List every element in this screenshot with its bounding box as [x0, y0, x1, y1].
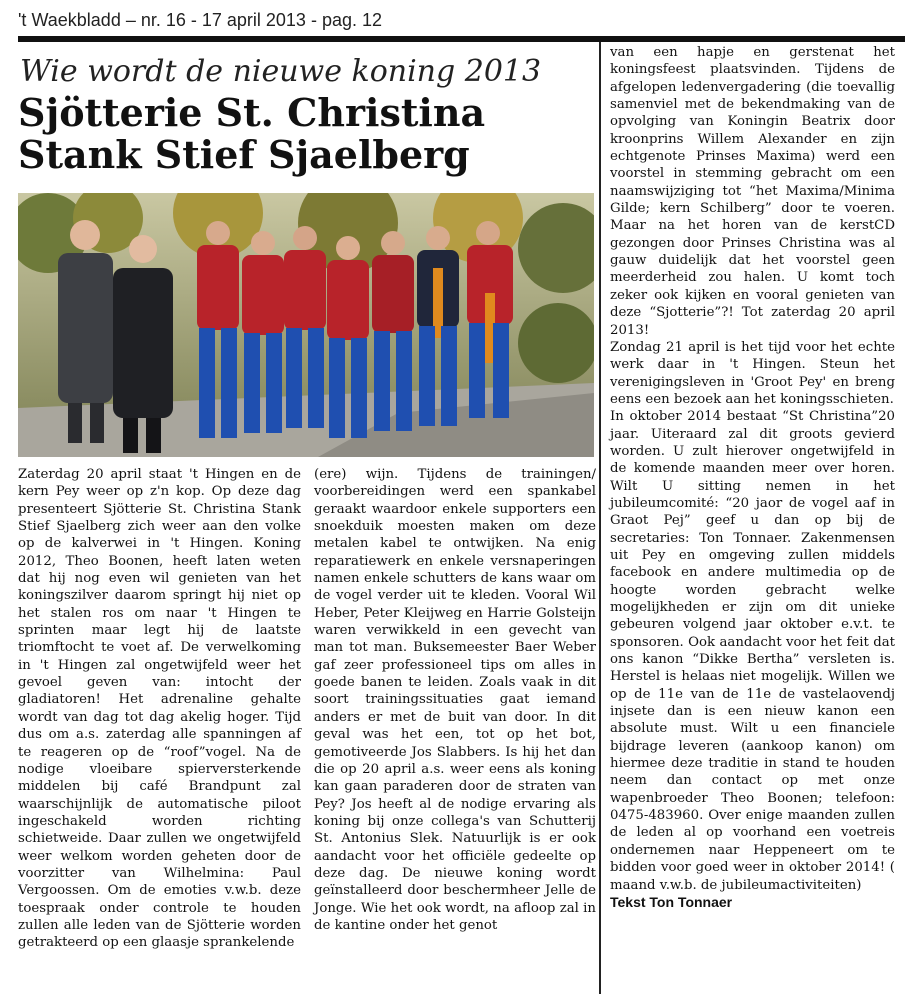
column-3-paragraph-2: Zondag 21 april is het tijd voor het echte werk daar in 't Hingen. Steun het verenigingsleven in 'Groot Pey' en breng eens een bezoek aan het koningsschieten.	[610, 339, 895, 407]
column-1-text: Zaterdag 20 april staat 't Hingen en de kern Pey weer op z'n kop. Op deze dag presenteert Sjötterie St. Christina Stank Stief Sjaelberg zich weer aan den volke op de kalverwei in 't Hingen. Koning 2012, Theo Boonen, heeft laten weten dat hij nog even wil genieten van het koningszilver daarom springt hij niet op het stalen ros om naar 't Hingen te sprinten maar legt hij de laatste triomftocht te voet af. De verwelkoming in 't Hingen zal ongetwijfeld weer het gevoel geven van: intocht der gladiatoren! Het adrenaline gehalte wordt van dag tot dag akelig hoger. Tijd dus om a.s. zaterdag alle spanningen af te reageren op de “roof”vogel. Na de nodige vloeibare spierversterkende middelen bij café Brandpunt zal waarschijnlijk de automatische piloot ingeschakeld worden richting schietweide. Daar zullen we ongetwijfeld weer welkom worden geheten door de voorzitter van Wilhelmina: Paul Vergoossen. Om de emoties v.w.b. deze toespraak onder controle te houden zullen alle leden van de Sjötterie worden getrakteerd op een glaasje sprankelende	[18, 467, 301, 951]
column-3-paragraph-1: van een hapje en gerstenat het koningsfeest plaatsvinden. Tijdens de afgelopen ledenvergadering (die toevallig samenviel met de bekendmaking van de opvolging van Koningin Beatrix door kroonprins Willem Alexander en zijn echtgenote Prinses Maxima) werd een voorstel in stemming gebracht om een naamswijziging tot “het Maxima/Minima Gilde; kern Schilberg” door te voeren. Maar na het horen van de kerstCD gezongen door Prinses Christina was al gauw duidelijk dat het voorstel geen meerderheid zou halen. U komt toch zeker ook kijken en vooral genieten van deze “Sjotterie”?! Tot zaterdag 20 april 2013!	[610, 45, 895, 338]
publication-header: 't Waekbladd – nr. 16 - 17 april 2013 - pag. 12	[18, 10, 382, 30]
column-2-text: (ere) wijn. Tijdens de trainingen/ voorbereidingen werd een spankabel geraakt waardoor enkele supporters een snoekduik moesten maken om deze metalen kabel te ontwijken. Na enig reparatiewerk en enkele versnaperingen namen enkele schutters de kans waar om de vogel verder uit te kleden. Vooral Wil Heber, Peter Kleijweg en Harrie Golsteijn waren verwikkeld in een gevecht van man tot man. Buksemeester Baer Weber gaf zeer professioneel tips om alles in goede banen te leiden. Zoals vaak in dit soort trainingssituaties gaat iemand anders er met de buit van door. In dit geval was het een, tot op het bot, gemotiveerde Jos Slabbers. Is hij het dan die op 20 april a.s. weer eens als koning kan gaan paraderen door de straten van Pey? Jos heeft al de nodige ervaring als koning bij onze collega's van Schutterij St. Antonius Slek. Natuurlijk is er ook aandacht voor het officiële gedeelte op deze dag. De nieuwe koning wordt geïnstalleerd door beschermheer Jelle de Jonge. Wie het ook wordt, na afloop zal in de kantine onder het genot	[314, 467, 596, 933]
article-headline	[18, 92, 598, 176]
article-column-1	[18, 466, 301, 952]
column-3-paragraph-3: In oktober 2014 bestaat “St Christina”20 jaar. Uiteraard zal dit groots gevierd worden. U zult hierover ongetwijfeld in de komende maanden meer over horen. Wilt U sitting nemen in het jubileumcomité: “20 jaor de vogel aaf in Graot Pej” geef u dan op bij de secretaries: Ton Tonnaer. Zakenmensen uit Pey en omgeving zullen middels facebook en andere multimedia op de hoogte worden gebracht welke mogelijkheden er zijn om dit unieke gebeuren volgend jaar oktober e.v.t. te sponsoren. Ook aandacht voor het feit dat ons kanon “Dikke Bertha” versleten is. Herstel is helaas niet mogelijk. Willen we op de 11e van de 11e de vastelaovendj injsete dan is een nieuw kanon een absolute must. Wilt u een financiele bijdrage leveren (aankoop kanon) om hiermee deze traditie in stand te houden neem dan contact op met onze wapenbroeder Theo Boonen; telefoon: 0475-483960. Over enige maanden zullen de leden al op voorhand een voetreis ondernemen naar Heppeneert om te bidden voor goed weer in oktober 2014! ( maand v.w.b. de jubileumactiviteiten)	[610, 409, 895, 893]
article-column-3	[610, 44, 895, 911]
group-photo	[18, 193, 594, 457]
article-byline: Tekst Ton Tonnaer	[610, 893, 733, 910]
column-divider	[599, 42, 601, 994]
top-rule	[18, 36, 905, 42]
headline-line-2: Stank Stief Sjaelberg	[18, 132, 470, 177]
headline-line-1: Sjötterie St. Christina	[18, 90, 486, 135]
article-column-2	[314, 466, 596, 934]
article-kicker: Wie wordt de nieuwe koning 2013	[20, 54, 542, 89]
